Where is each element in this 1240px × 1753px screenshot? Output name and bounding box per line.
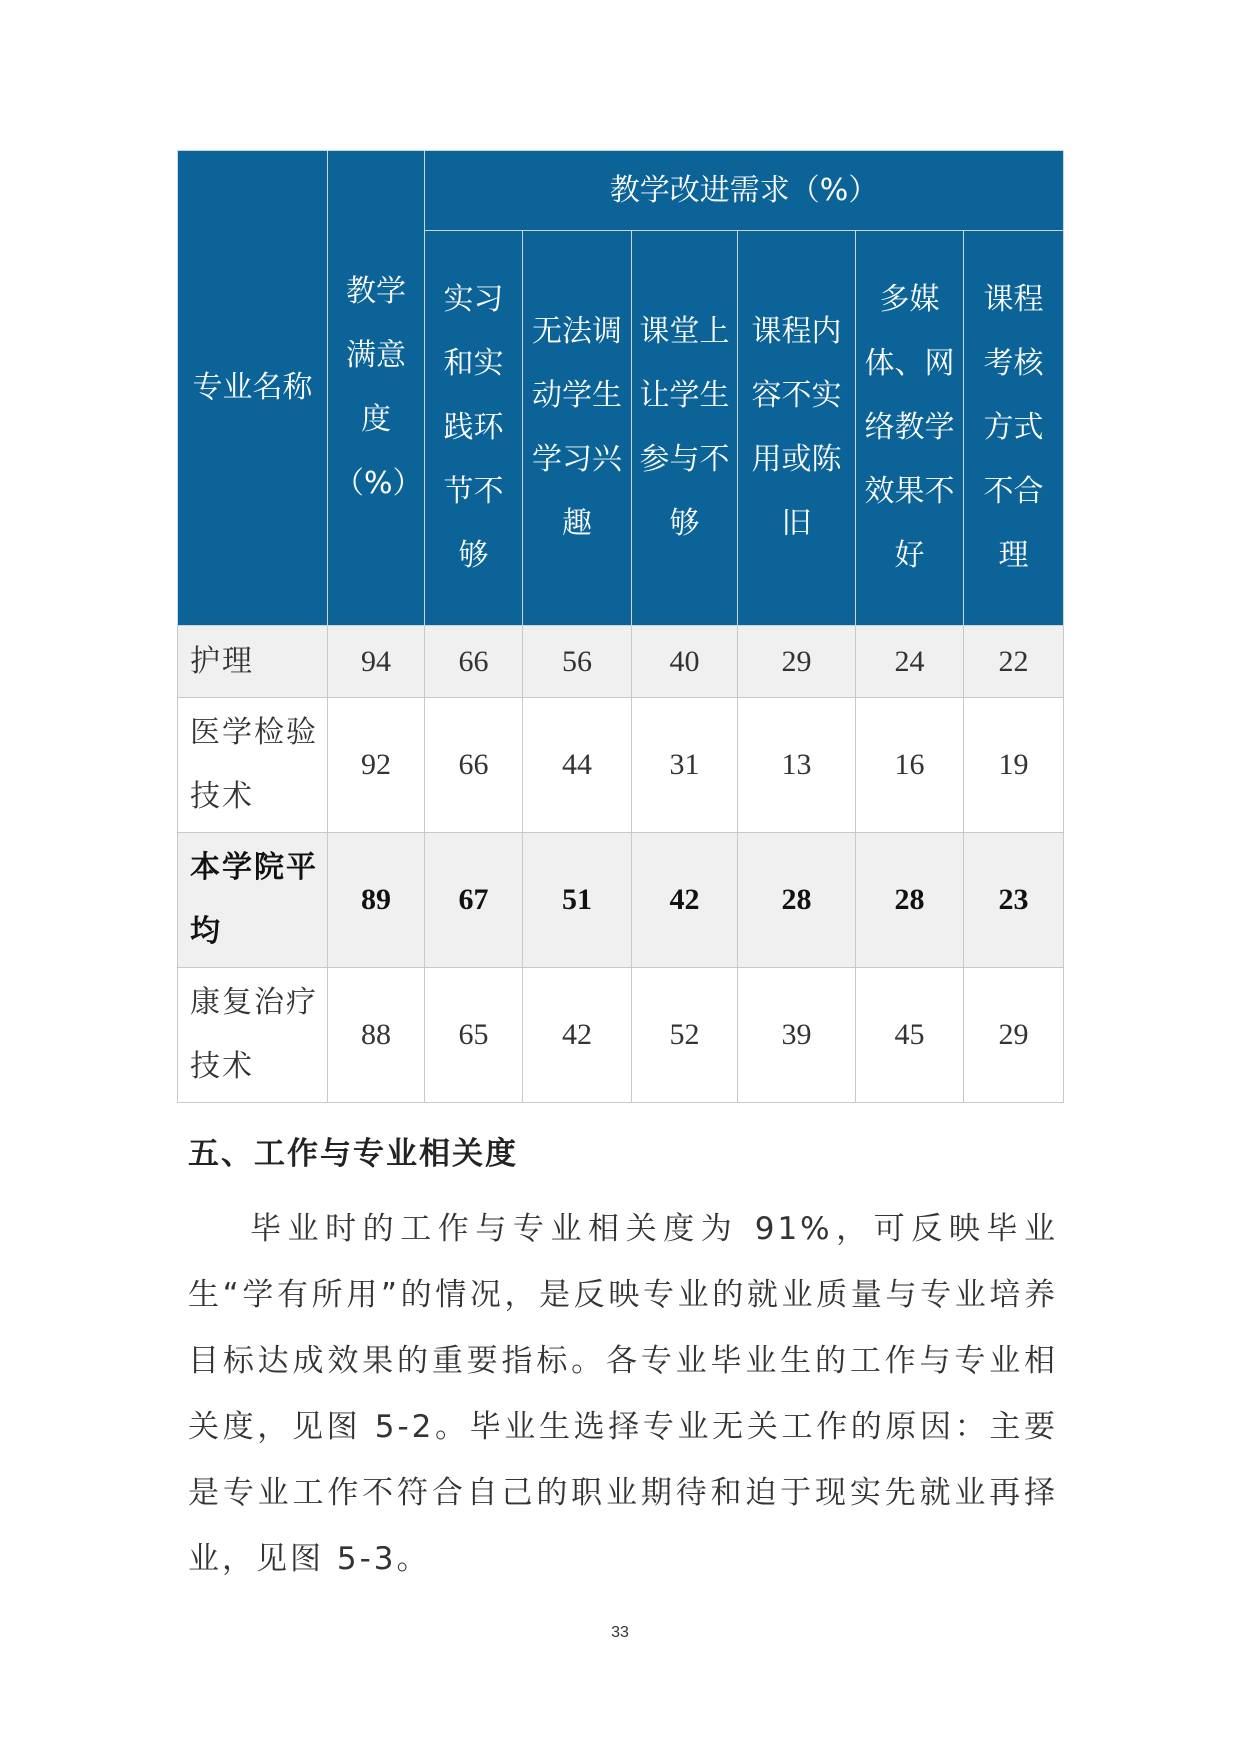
- cell: 94: [328, 626, 425, 698]
- cell: 39: [738, 968, 856, 1103]
- teaching-improvement-table: [177, 150, 1064, 1103]
- cell: 19: [964, 698, 1064, 833]
- cell: 45: [856, 968, 964, 1103]
- row-name: 康复治疗技术: [178, 968, 328, 1103]
- header-sub-col: 实习和实践环节不够: [425, 231, 523, 626]
- cell: 44: [523, 698, 632, 833]
- header-sub-col: 多媒体、网络教学效果不好: [856, 231, 964, 626]
- header-satisfaction: 教学满意度（%）: [328, 151, 425, 626]
- header-sub-col: 课堂上让学生参与不够: [632, 231, 738, 626]
- cell: 89: [328, 833, 425, 968]
- cell: 67: [425, 833, 523, 968]
- cell: 28: [856, 833, 964, 968]
- section-title: 五、工作与专业相关度: [188, 1136, 518, 1172]
- row-name: 护理: [178, 626, 328, 698]
- header-major-name: 专业名称: [178, 151, 328, 626]
- cell: 66: [425, 698, 523, 833]
- cell: 29: [964, 968, 1064, 1103]
- cell: 52: [632, 968, 738, 1103]
- cell: 88: [328, 968, 425, 1103]
- cell: 65: [425, 968, 523, 1103]
- header-sub-col: 课程内容不实用或陈旧: [738, 231, 856, 626]
- cell: 29: [738, 626, 856, 698]
- page-number: 33: [611, 1624, 629, 1641]
- cell: 42: [523, 968, 632, 1103]
- cell: 22: [964, 626, 1064, 698]
- body-paragraph: 毕业时的工作与专业相关度为 91%，可反映毕业生“学有所用”的情况，是反映专业的就业质量与专业培养目标达成效果的重要指标。各专业毕业生的工作与专业相关度，见图 5-2。毕业生选择专业无关工作的原因：主要是专业工作不符合自己的职业期待和迫于现实先就业再择业，见图 5-3。: [188, 1211, 1058, 1577]
- cell: 16: [856, 698, 964, 833]
- cell: 31: [632, 698, 738, 833]
- table-row: [178, 626, 1064, 698]
- cell: 51: [523, 833, 632, 968]
- cell: 28: [738, 833, 856, 968]
- header-sub-col: 无法调动学生学习兴趣: [523, 231, 632, 626]
- row-name: 医学检验技术: [178, 698, 328, 833]
- cell: 13: [738, 698, 856, 833]
- cell: 24: [856, 626, 964, 698]
- cell: 66: [425, 626, 523, 698]
- header-sub-col: 课程考核方式不合理: [964, 231, 1064, 626]
- header-improvement-group: 教学改进需求（%）: [425, 151, 1064, 231]
- cell: 23: [964, 833, 1064, 968]
- cell: 42: [632, 833, 738, 968]
- table-row: [178, 833, 1064, 968]
- row-name: 本学院平均: [178, 833, 328, 968]
- cell: 40: [632, 626, 738, 698]
- table-row: [178, 698, 1064, 833]
- table-row: [178, 968, 1064, 1103]
- cell: 92: [328, 698, 425, 833]
- cell: 56: [523, 626, 632, 698]
